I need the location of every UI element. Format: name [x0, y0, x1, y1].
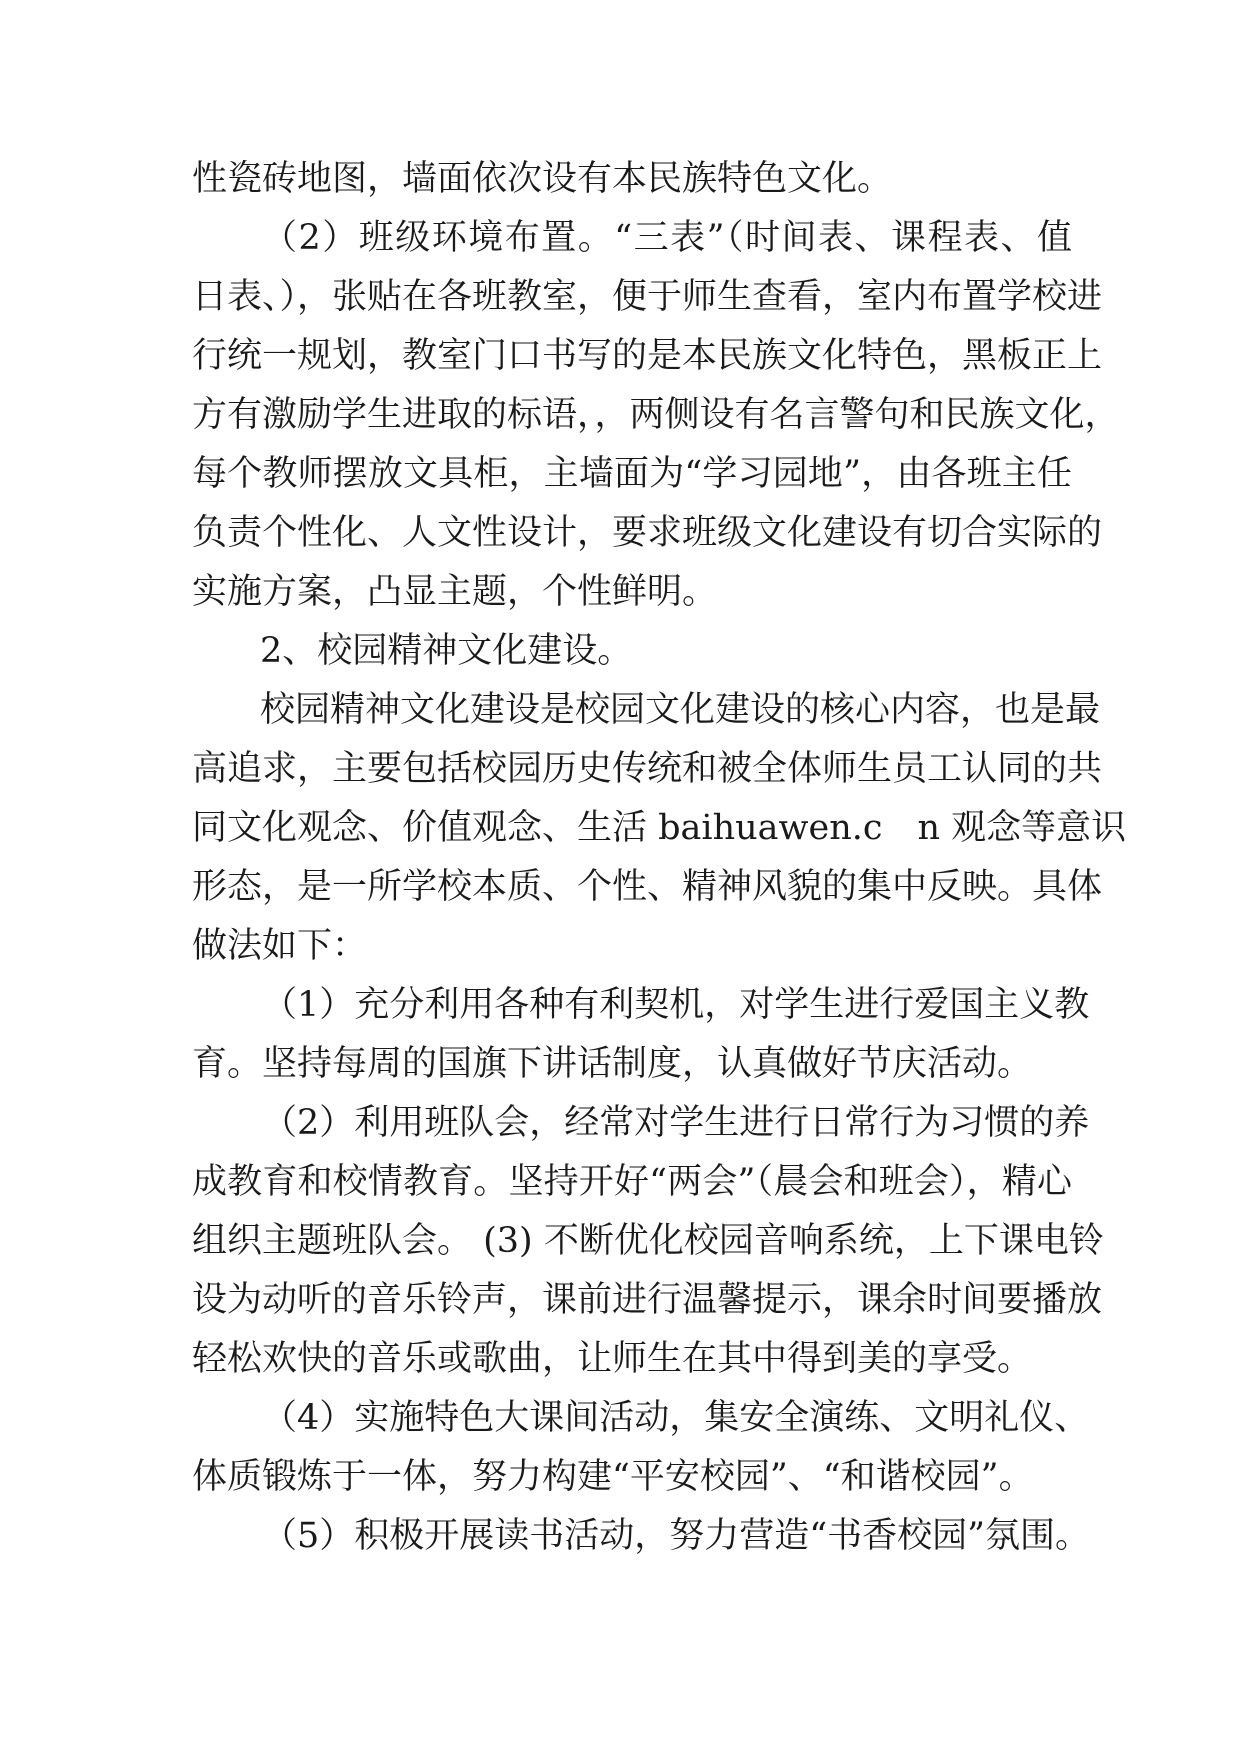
text-line: 组织主题班队会。 (3) 不断优化校园音响系统，上下课电铃 — [192, 1221, 1104, 1261]
text-line: 性瓷砖地图，墙面依次设有本民族特色文化。 — [192, 159, 893, 199]
text-line: 设为动听的音乐铃声，课前进行温馨提示，课余时间要播放 — [192, 1280, 1103, 1320]
text-line: 日表、），张贴在各班教室，便于师生查看，室内布置学校进 — [192, 277, 1103, 317]
text-line: 轻松欢快的音乐或歌曲，让师生在其中得到美的享受。 — [192, 1339, 1033, 1379]
section-heading: 2、校园精神文化建设。 — [260, 631, 633, 671]
list-item-heading: （1）充分利用各种有利契机，对学生进行爱国主义教 — [262, 985, 1090, 1025]
list-item-heading: （5）积极开展读书活动，努力营造“书香校园”氛围。 — [262, 1516, 1091, 1556]
text-line: 做法如下： — [192, 926, 368, 966]
text-line: 高追求，主要包括校园历史传统和被全体师生员工认同的共 — [192, 749, 1103, 789]
document-body — [192, 150, 1127, 1566]
text-line: 育。坚持每周的国旗下讲话制度，认真做好节庆活动。 — [192, 1044, 1033, 1084]
text-line: 负责个性化、人文性设计，要求班级文化建设有切合实际的 — [192, 513, 1103, 553]
text-line: 实施方案，凸显主题，个性鲜明。 — [192, 572, 718, 612]
text-line: 每个教师摆放文具柜，主墙面为“学习园地”，由各班主任 — [192, 454, 1072, 494]
list-item-heading: （2）班级环境布置。“三表”（时间表、课程表、值 — [262, 218, 1072, 258]
text-line: 体质锻炼于一体，努力构建“平安校园”、“和谐校园”。 — [192, 1457, 1034, 1497]
text-line: 行统一规划，教室门口书写的是本民族文化特色，黑板正上 — [192, 336, 1103, 376]
text-line: 形态，是一所学校本质、个性、精神风貌的集中反映。具体 — [192, 867, 1103, 907]
text-line: 方有激励学生进取的标语，，两侧设有名言警句和民族文化， — [192, 395, 1120, 435]
list-item-heading: （4）实施特色大课间活动，集安全演练、文明礼仪、 — [262, 1398, 1090, 1438]
text-line: 成教育和校情教育。坚持开好“两会”（晨会和班会），精心 — [192, 1162, 1072, 1202]
text-line: 同文化观念、价值观念、生活 baihuawen.c n 观念等意识 — [192, 808, 1127, 848]
paragraph-start: 校园精神文化建设是校园文化建设的核心内容，也是最 — [260, 690, 1101, 730]
list-item-heading: （2）利用班队会，经常对学生进行日常行为习惯的养 — [262, 1103, 1090, 1143]
